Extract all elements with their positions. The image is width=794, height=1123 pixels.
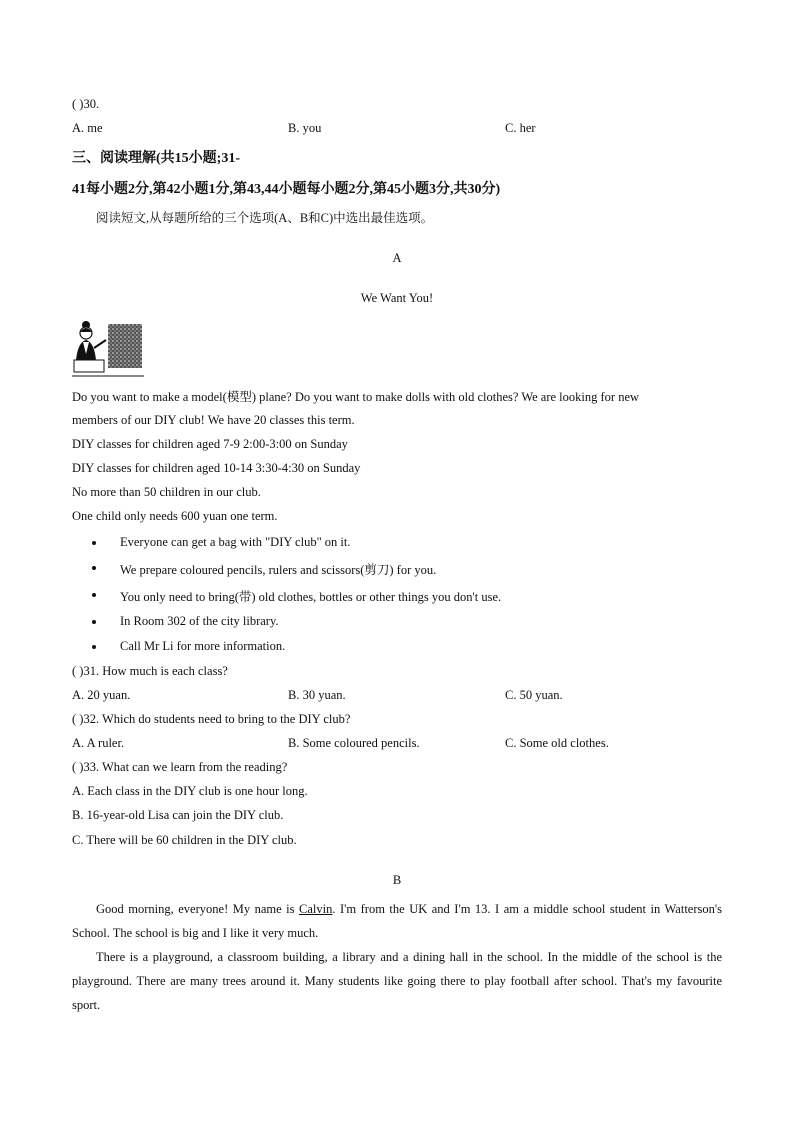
question-32-stem: ( )32. Which do students need to bring to the DIY club? (72, 712, 351, 726)
question-32-option-c: C. Some old clothes. (505, 736, 609, 750)
teacher-with-board-icon (72, 320, 144, 378)
name-calvin: Calvin (299, 902, 333, 916)
section-title-line2: 41每小题2分,第42小题1分,第43,44小题每小题2分,第45小题3分,共30分) (72, 182, 501, 197)
question-33-stem: ( )33. What can we learn from the reading? (72, 760, 288, 774)
passage-a-line-5: No more than 50 children in our club. (72, 485, 261, 499)
question-31-option-c: C. 50 yuan. (505, 688, 563, 702)
question-30-option-a: A. me (72, 121, 103, 135)
passage-b-label: B (392, 873, 402, 887)
question-31-option-b: B. 30 yuan. (288, 688, 346, 702)
question-30-stem: ( )30. (72, 97, 100, 111)
question-33-option-a: A. Each class in the DIY club is one hour long. (72, 784, 308, 798)
passage-a-label: A (392, 251, 402, 265)
passage-b-body (72, 897, 722, 1017)
passage-a-line-3: DIY classes for children aged 7-9 2:00-3:00 on Sunday (72, 437, 348, 451)
question-30-option-b: B. you (288, 121, 322, 135)
passage-a-line-2: members of our DIY club! We have 20 classes this term. (72, 413, 355, 427)
teacher-illustration (72, 320, 144, 378)
question-31-option-a: A. 20 yuan. (72, 688, 131, 702)
section-title-line1: 三、阅读理解(共15小题;31- (72, 151, 240, 166)
passage-a-line-4: DIY classes for children aged 10-14 3:30-4:30 on Sunday (72, 461, 361, 475)
passage-b-paragraph-1: Good morning, everyone! My name is Calvin. I'm from the UK and I'm 13. I am a middle school student in Watterson's School. The school is big and I like it very much. (72, 902, 722, 940)
question-31-stem: ( )31. How much is each class? (72, 664, 228, 678)
question-32-option-a: A. A ruler. (72, 736, 125, 750)
question-33-option-c: C. There will be 60 children in the DIY club. (72, 833, 297, 847)
question-32-option-b: B. Some coloured pencils. (288, 736, 420, 750)
passage-a-line-1: Do you want to make a model(模型) plane? Do you want to make dolls with old clothes? We are looking for new (72, 390, 640, 404)
section-instruction: 阅读短文,从每题所给的三个选项(A、B和C)中选出最佳选项。 (96, 211, 434, 225)
question-30-option-c: C. her (505, 121, 536, 135)
passage-a-line-6: One child only needs 600 yuan one term. (72, 509, 278, 523)
passage-b-paragraph-2: There is a playground, a classroom building, a library and a dining hall in the school. In the middle of the school is the playground. There are many trees around it. Many students like going there to play football after school. That's my favourite sport. (72, 950, 722, 1012)
passage-a-title: We Want You! (360, 291, 434, 305)
question-33-option-b: B. 16-year-old Lisa can join the DIY club. (72, 808, 284, 822)
